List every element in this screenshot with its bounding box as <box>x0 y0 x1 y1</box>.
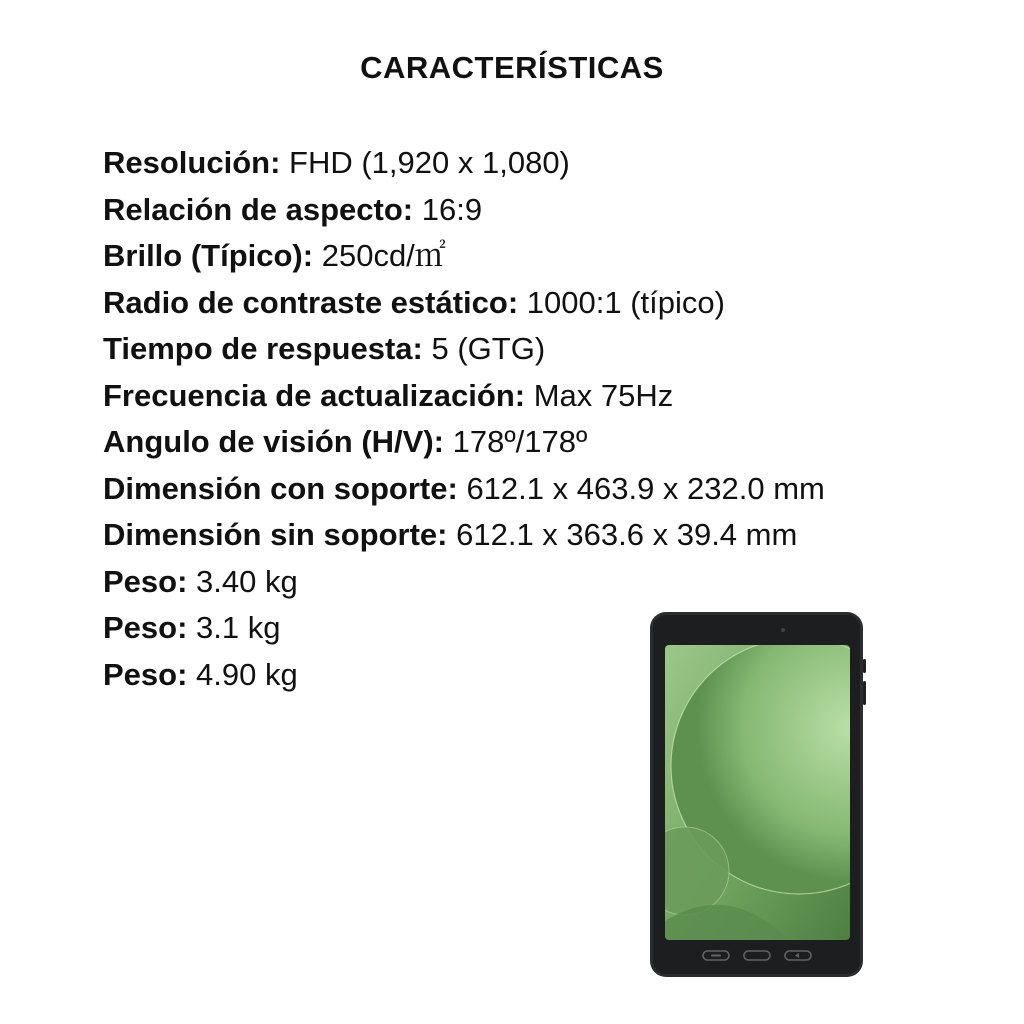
page-title: CARACTERÍSTICAS <box>360 50 664 85</box>
spec-label: Relación de aspecto: <box>103 191 414 227</box>
spec-row-refresh-rate <box>103 373 983 420</box>
spec-label: Tiempo de respuesta: <box>103 331 423 366</box>
spec-value: 178º/178º <box>452 424 588 459</box>
spec-row-weight-1 <box>103 559 983 606</box>
spec-row-brightness <box>103 233 983 280</box>
spec-row-resolution <box>103 140 983 187</box>
spec-value: 4.90 kg <box>196 656 298 692</box>
spec-label: Peso: <box>103 656 188 692</box>
spec-label: Peso: <box>103 563 188 599</box>
spec-row-viewing-angle <box>103 419 983 466</box>
spec-value: 1000:1 (típico) <box>526 284 725 320</box>
spec-row-dimension-with-stand <box>103 466 983 513</box>
spec-row-dimension-without-stand <box>103 512 983 559</box>
spec-label: Resolución: <box>103 145 281 180</box>
spec-value: 16:9 <box>421 191 483 227</box>
spec-label: Dimensión sin soporte: <box>103 517 448 552</box>
spec-value: 250cd/㎡ <box>321 238 446 273</box>
spec-value: FHD (1,920 x 1,080) <box>289 145 570 180</box>
spec-value: 3.1 kg <box>196 610 281 645</box>
spec-row-response-time <box>103 326 983 373</box>
spec-value: 5 (GTG) <box>431 331 546 366</box>
spec-value: 3.40 kg <box>196 563 298 599</box>
spec-label: Angulo de visión (H/V): <box>103 424 444 459</box>
spec-label: Brillo (Típico): <box>103 238 314 273</box>
spec-row-aspect-ratio <box>103 187 983 234</box>
spec-value: 612.1 x 363.6 x 39.4 mm <box>456 517 798 552</box>
spec-label: Radio de contraste estático: <box>103 284 519 320</box>
spec-row-contrast <box>103 280 983 327</box>
spec-value: Max 75Hz <box>533 377 674 413</box>
tablet-product-image <box>649 611 866 978</box>
spec-value: 612.1 x 463.9 x 232.0 mm <box>466 470 825 506</box>
tablet-illustration <box>649 611 866 978</box>
spec-label: Frecuencia de actualización: <box>103 377 526 413</box>
spec-label: Peso: <box>103 610 188 645</box>
spec-label: Dimensión con soporte: <box>103 470 458 506</box>
